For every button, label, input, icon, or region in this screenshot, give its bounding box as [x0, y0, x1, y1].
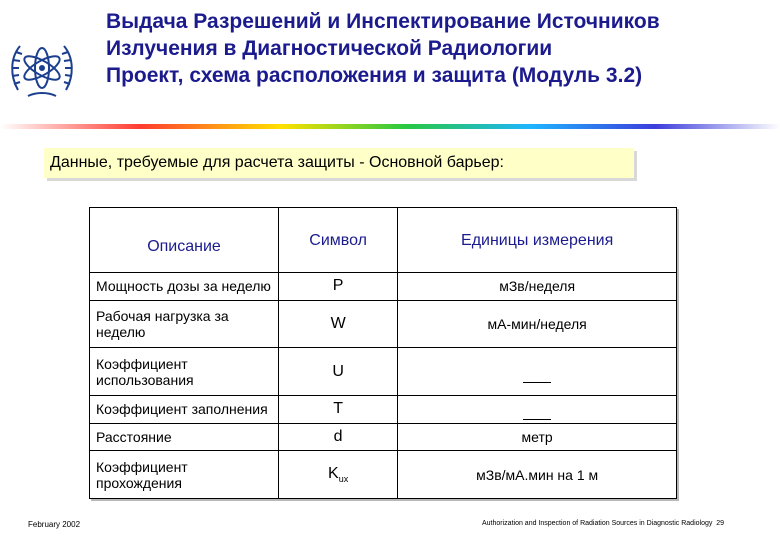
iaea-atom-logo-icon	[8, 32, 76, 104]
header-units: Единицы измерения	[398, 208, 677, 273]
row-description: Коэффициент прохождения	[90, 451, 279, 499]
row-symbol: P	[279, 273, 398, 301]
row-symbol	[279, 451, 398, 499]
table-row	[90, 423, 677, 451]
row-symbol: W	[279, 300, 398, 348]
page-number: 29	[716, 520, 725, 527]
slide-title	[106, 8, 766, 89]
row-units: мА-мин/неделя	[398, 300, 677, 348]
table-row	[90, 348, 677, 396]
header-description: Описание	[90, 208, 279, 273]
row-units-dimensionless	[398, 348, 677, 396]
row-units: мЗв/неделя	[398, 273, 677, 301]
subtitle-box: Данные, требуемые для расчета защиты - Основной барьер:	[44, 148, 634, 178]
table-row	[90, 300, 677, 348]
row-description: Коэффициент заполнения	[90, 396, 279, 424]
dimensionless-dash	[523, 419, 551, 420]
row-description: Мощность дозы за неделю	[90, 273, 279, 301]
symbol-main: K	[328, 464, 339, 482]
footer-course	[482, 520, 724, 527]
footer-date: February 2002	[28, 520, 81, 529]
row-description: Коэффициент использования	[90, 348, 279, 396]
title-line-3: Проект, схема расположения и защита (Модуль 3.2)	[106, 64, 643, 87]
row-units-dimensionless	[398, 396, 677, 424]
symbol-subscript: ux	[338, 474, 349, 485]
table-header-row	[90, 208, 677, 273]
rainbow-divider	[0, 124, 780, 129]
row-symbol: U	[279, 348, 398, 396]
row-description: Расстояние	[90, 423, 279, 451]
title-line-2: Излучения в Диагностической Радиологии	[106, 37, 553, 60]
footer-course-title: Authorization and Inspection of Radiation Sources in Diagnostic Radiology	[482, 520, 713, 527]
shielding-data-table	[89, 207, 677, 499]
row-units: метр	[398, 423, 677, 451]
header-symbol: Символ	[279, 208, 398, 273]
table-row	[90, 396, 677, 424]
dimensionless-dash	[523, 382, 551, 383]
row-symbol: d	[279, 423, 398, 451]
row-description: Рабочая нагрузка за неделю	[90, 300, 279, 348]
table-row	[90, 273, 677, 301]
row-units: мЗв/мА.мин на 1 м	[398, 451, 677, 499]
row-symbol: T	[279, 396, 398, 424]
table-row	[90, 451, 677, 499]
title-line-1: Выдача Разрешений и Инспектирование Источников	[106, 10, 660, 33]
